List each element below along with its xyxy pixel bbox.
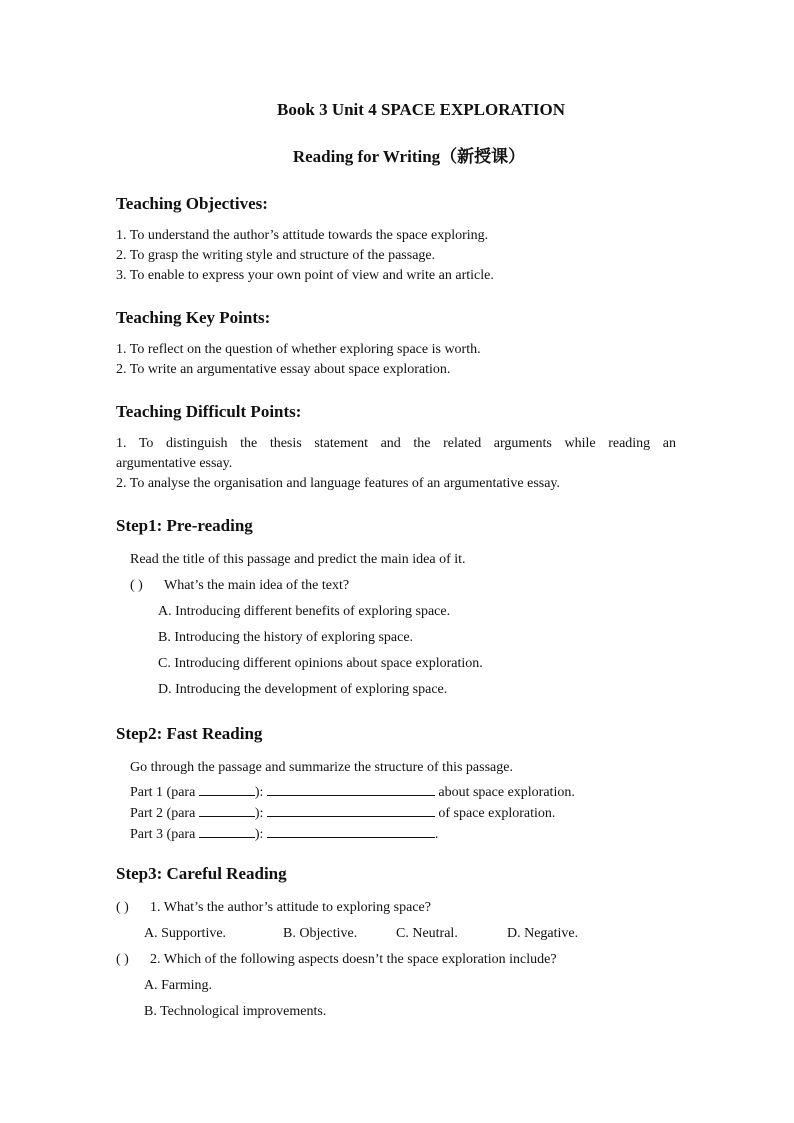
option-item: A. Supportive. [144,926,227,941]
step2-heading: Step2: Fast Reading [116,724,263,743]
key-points-heading: Teaching Key Points: [116,308,271,327]
difficult-point-item: 2. To analyse the organisation and language features of an argumentative essay. [116,476,561,491]
objectives-heading: Teaching Objectives: [116,194,268,213]
objective-item: 1. To understand the author’s attitude towards the space exploring. [116,228,489,243]
difficult-point-item-line: argumentative essay. [116,456,233,471]
fill-blank[interactable] [267,804,435,817]
step1-instruction: Read the title of this passage and predict the main idea of it. [130,552,466,567]
option-item: B. Technological improvements. [144,1004,327,1019]
option-item: D. Introducing the development of exploring space. [158,682,448,697]
step1-heading: Step1: Pre-reading [116,516,253,535]
option-item: D. Negative. [507,926,579,941]
structure-part-row [130,804,555,822]
step3-question [116,900,431,916]
structure-part-row [130,825,438,843]
objective-item: 3. To enable to express your own point of view and write an article. [116,268,494,283]
document-subtitle: Reading for Writing（新授课） [292,147,526,166]
document-title: Book 3 Unit 4 SPACE EXPLORATION [277,100,565,119]
answer-paren: ( ) [130,578,143,593]
part-label: Part 1 (para [130,785,196,800]
option-item: C. Neutral. [396,926,458,941]
part-tail: about space exploration. [438,785,575,800]
step3-heading: Step3: Careful Reading [116,864,287,883]
step3-question [116,952,557,968]
part-tail: of space exploration. [438,806,556,821]
objective-item: 2. To grasp the writing style and structure of the passage. [116,248,436,263]
option-item: B. Introducing the history of exploring space. [158,630,414,645]
difficult-points-heading: Teaching Difficult Points: [116,402,302,421]
difficult-point-item-line: 1. To distinguish the thesis statement and the related arguments while reading an [116,436,676,451]
answer-paren: ( ) [116,900,129,915]
fill-blank[interactable] [199,825,255,838]
part-close: ): [254,785,264,800]
key-point-item: 2. To write an argumentative essay about space exploration. [116,362,451,377]
step2-instruction: Go through the passage and summarize the structure of this passage. [130,760,513,775]
part-label: Part 2 (para [130,806,196,821]
question-text: 1. What’s the author’s attitude to exploring space? [150,900,431,915]
option-item: C. Introducing different opinions about space exploration. [158,656,483,671]
part-close: ): [254,806,264,821]
fill-blank[interactable] [267,783,435,796]
fill-blank[interactable] [267,825,435,838]
fill-blank[interactable] [199,783,255,796]
option-item: A. Introducing different benefits of exploring space. [158,604,451,619]
structure-part-row [130,783,575,801]
question-text: What’s the main idea of the text? [164,578,350,593]
part-close: ): [254,827,264,842]
answer-paren: ( ) [116,952,129,967]
options-row [144,926,578,942]
option-item: B. Objective. [283,926,358,941]
step1-question [130,578,349,594]
part-tail: . [434,827,439,842]
part-label: Part 3 (para [130,827,196,842]
fill-blank[interactable] [199,804,255,817]
question-text: 2. Which of the following aspects doesn’t the space exploration include? [150,952,557,967]
option-item: A. Farming. [144,978,213,993]
key-point-item: 1. To reflect on the question of whether exploring space is worth. [116,342,481,357]
